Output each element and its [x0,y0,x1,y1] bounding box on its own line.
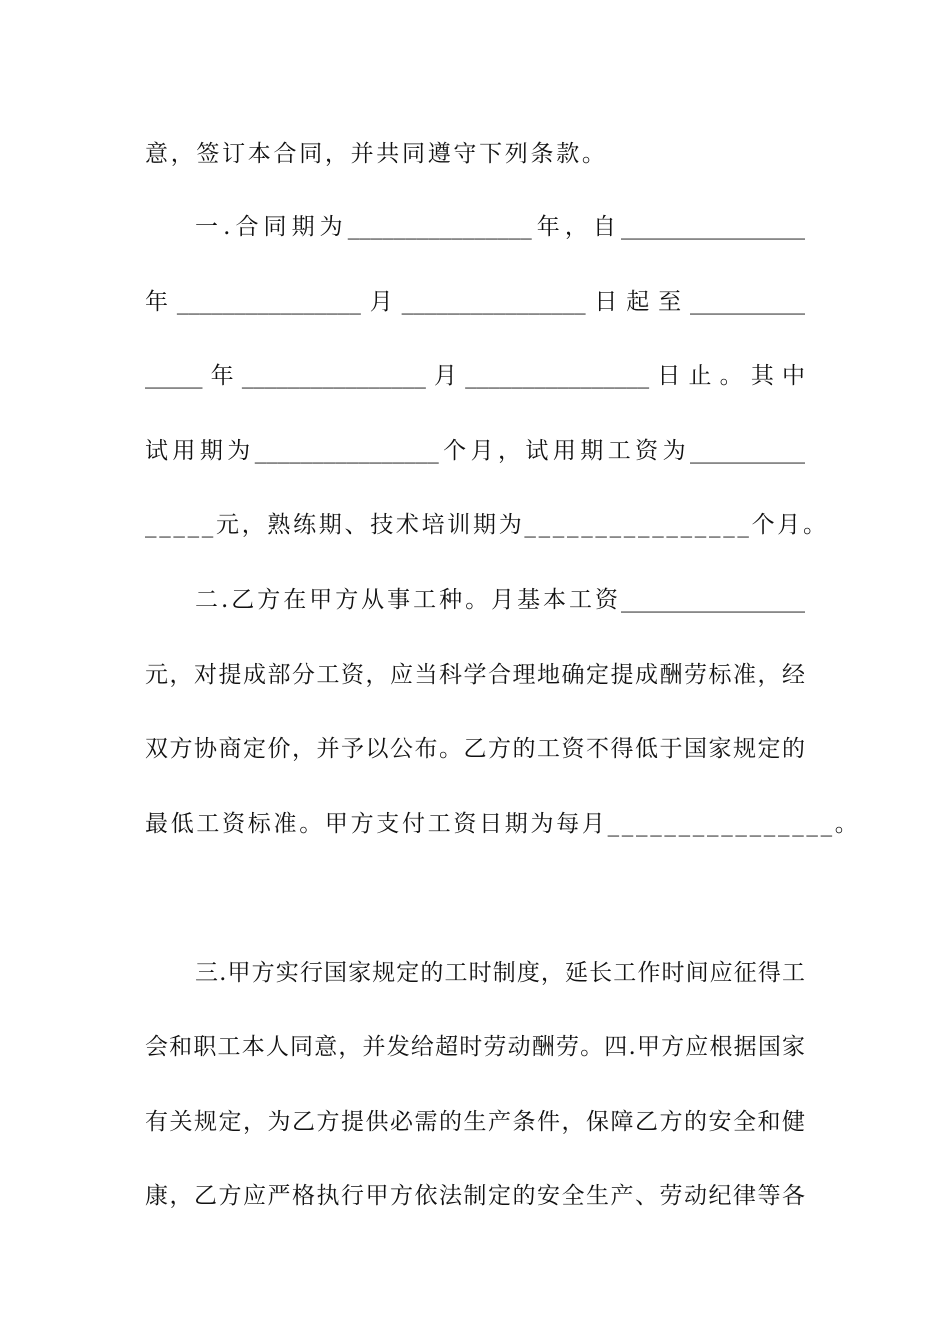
text-line-5: 试用期为________________个月，试用期工资为__________ [145,438,805,464]
text-line-11: 三.甲方实行国家规定的工时制度，延长工作时间应征得工 [195,960,805,986]
text-line-10: 最低工资标准。甲方支付工资日期为每月________________。 [145,811,861,837]
text-line-2: 一.合同期为________________年，自________________ [195,214,805,240]
text-line-4: _____年________________月________________日止。其中 [145,363,805,389]
text-line-12: 会和职工本人同意，并发给超时劳动酬劳。四.甲方应根据国家 [145,1034,805,1060]
text-line-6: _____元，熟练期、技术培训期为________________个月。 [145,512,829,538]
text-line-13: 有关规定，为乙方提供必需的生产条件，保障乙方的安全和健 [145,1109,805,1135]
text-line-7: 二.乙方在甲方从事工种。月基本工资________________ [195,587,805,613]
text-line-9: 双方协商定价，并予以公布。乙方的工资不得低于国家规定的 [145,736,805,762]
text-line-8: 元，对提成部分工资，应当科学合理地确定提成酬劳标准，经 [145,662,805,688]
text-line-3: 年________________月________________日起至__________ [145,289,805,315]
text-line-1: 意，签订本合同，并共同遵守下列条款。 [145,141,608,167]
text-line-14: 康，乙方应严格执行甲方依法制定的安全生产、劳动纪律等各 [145,1183,805,1209]
